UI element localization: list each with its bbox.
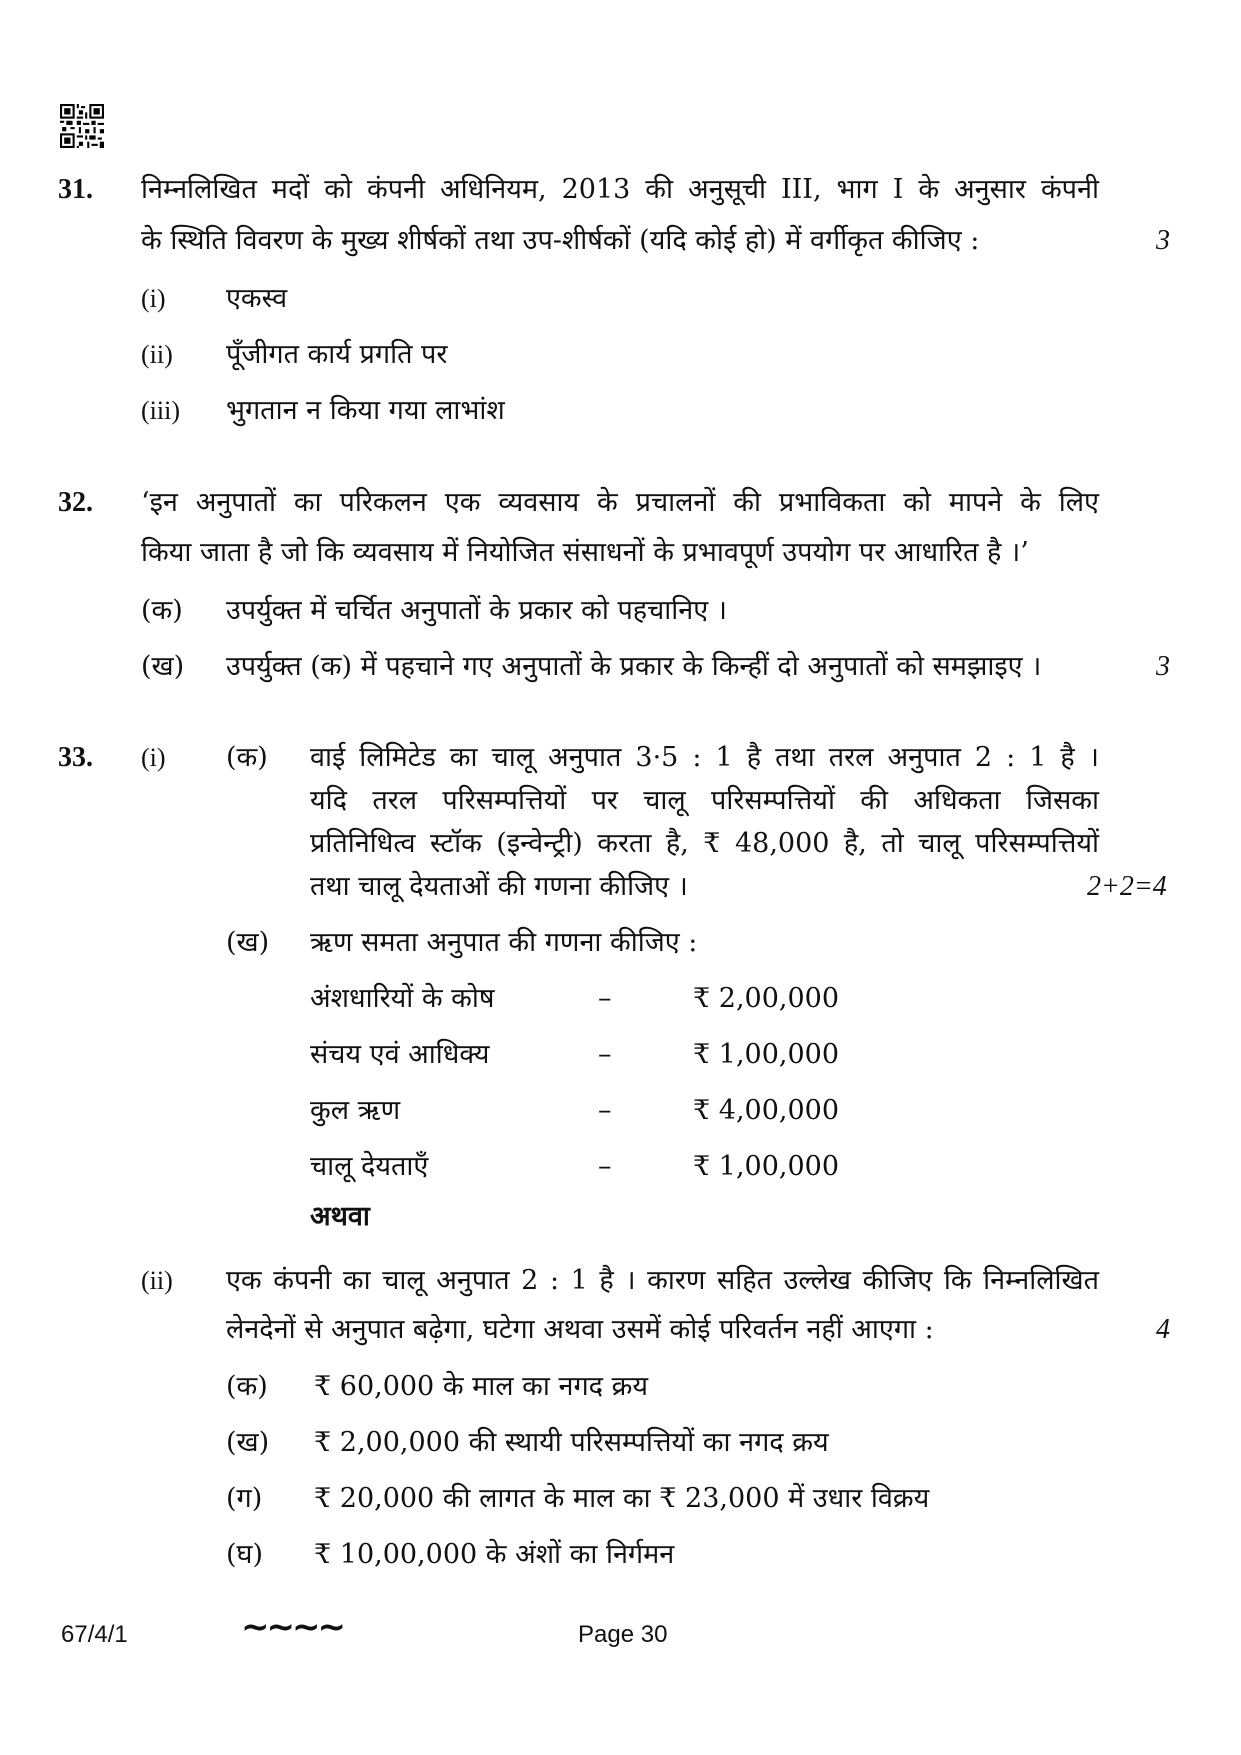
footer-ornament: ~~~~ [241, 1607, 343, 1647]
q33-a-text-line: वाई लिमिटेड का चालू अनुपात 3·5 : 1 है तथा तरल अनुपात 2 : 1 है । [310, 742, 1099, 773]
table-amount: ₹ 4,00,000 [693, 1095, 839, 1126]
q31-item-text: भुगतान न किया गया लाभांश [226, 395, 505, 426]
q33-ii-text-line1: एक कंपनी का चालू अनुपात 2 : 1 है । कारण सहित उल्लेख कीजिए कि निम्नलिखित [226, 1265, 1099, 1296]
q33-ii-item-text: ₹ 2,00,000 की स्थायी परिसम्पत्तियों का नगद क्रय [314, 1427, 829, 1458]
q33-a-marks: 2+2=4 [1087, 871, 1167, 902]
q33-ii-item-label: (क) [226, 1371, 268, 1402]
paper-code: 67/4/1 [61, 1621, 128, 1648]
q32-item-text: उपर्युक्त (क) में पहचाने गए अनुपातों के प्रकार के किन्हीं दो अनुपातों को समझाइए । [226, 651, 1042, 682]
table-item: अंशधारियों के कोष [310, 983, 495, 1014]
q31-item-label: (i) [141, 284, 166, 313]
q32-number: 32. [58, 487, 93, 518]
q31-item-label: (iii) [141, 396, 180, 425]
q32-item-label: (क) [141, 595, 183, 626]
q33-ii-item-text: ₹ 10,00,000 के अंशों का निर्गमन [314, 1539, 675, 1570]
q33-a-text-line: प्रतिनिधित्व स्टॉक (इन्वेन्ट्री) करता है, ₹ 48,000 है, तो चालू परिसम्पत्तियों [310, 828, 1099, 859]
q32-item-label: (ख) [141, 651, 185, 682]
q31-item-label: (ii) [141, 340, 173, 369]
q33-ii-item-text: ₹ 20,000 की लागत के माल का ₹ 23,000 में उधार विक्रय [314, 1483, 930, 1514]
table-dash: – [598, 1151, 612, 1182]
table-item: संचय एवं आधिक्य [310, 1039, 490, 1070]
q31-item-text: एकस्व [226, 283, 288, 314]
q33-ii-item-label: (ग) [226, 1483, 263, 1514]
q33-ii-text-line2: लेनदेनों से अनुपात बढ़ेगा, घटेगा अथवा उसमें कोई परिवर्तन नहीं आएगा : [226, 1314, 934, 1345]
table-item: चालू देयताएँ [310, 1151, 429, 1182]
q33-ii-item-label: (ख) [226, 1427, 270, 1458]
table-item: कुल ऋण [310, 1095, 401, 1126]
q33-ii-item-label: (घ) [226, 1539, 264, 1570]
page-number: Page 30 [578, 1621, 668, 1648]
q33-b-text: ऋण समता अनुपात की गणना कीजिए : [310, 927, 698, 958]
q31-item-text: पूँजीगत कार्य प्रगति पर [226, 339, 448, 370]
q31-marks: 3 [1156, 225, 1170, 256]
q33-part-i-label: (i) [141, 743, 166, 772]
q33-number: 33. [58, 742, 93, 773]
q32-item-text: उपर्युक्त में चर्चित अनुपातों के प्रकार को पहचानिए । [226, 595, 728, 626]
q33-b-label: (ख) [226, 927, 270, 958]
q33-a-text-line: यदि तरल परिसम्पत्तियों पर चालू परिसम्पत्तियों की अधिकता जिसका [310, 785, 1099, 816]
q33-a-text-line: तथा चालू देयताओं की गणना कीजिए । [310, 871, 688, 902]
q33-a-label: (क) [226, 742, 268, 773]
qr-code [60, 104, 104, 148]
q32-text-line1: ‘इन अनुपातों का परिकलन एक व्यवसाय के प्रचालनों की प्रभाविकता को मापने के लिए [141, 487, 1099, 518]
q31-number: 31. [58, 174, 93, 205]
q33-ii-marks: 4 [1156, 1314, 1170, 1345]
q31-text-line1: निम्नलिखित मदों को कंपनी अधिनियम, 2013 की अनुसूची III, भाग I के अनुसार कंपनी [141, 174, 1099, 205]
table-dash: – [598, 1095, 612, 1126]
table-dash: – [598, 983, 612, 1014]
table-amount: ₹ 1,00,000 [693, 1151, 839, 1182]
q33-ii-item-text: ₹ 60,000 के माल का नगद क्रय [314, 1371, 648, 1402]
table-amount: ₹ 2,00,000 [693, 983, 839, 1014]
or-separator: अथवा [310, 1201, 370, 1232]
table-amount: ₹ 1,00,000 [693, 1039, 839, 1070]
table-dash: – [598, 1039, 612, 1070]
q32-text-line2: किया जाता है जो कि व्यवसाय में नियोजित संसाधनों के प्रभावपूर्ण उपयोग पर आधारित है ।’ [141, 537, 1029, 568]
q31-text-line2: के स्थिति विवरण के मुख्य शीर्षकों तथा उप-शीर्षकों (यदि कोई हो) में वर्गीकृत कीजिए : [141, 225, 980, 256]
q32-marks: 3 [1156, 651, 1170, 682]
q33-part-ii-label: (ii) [141, 1266, 173, 1295]
